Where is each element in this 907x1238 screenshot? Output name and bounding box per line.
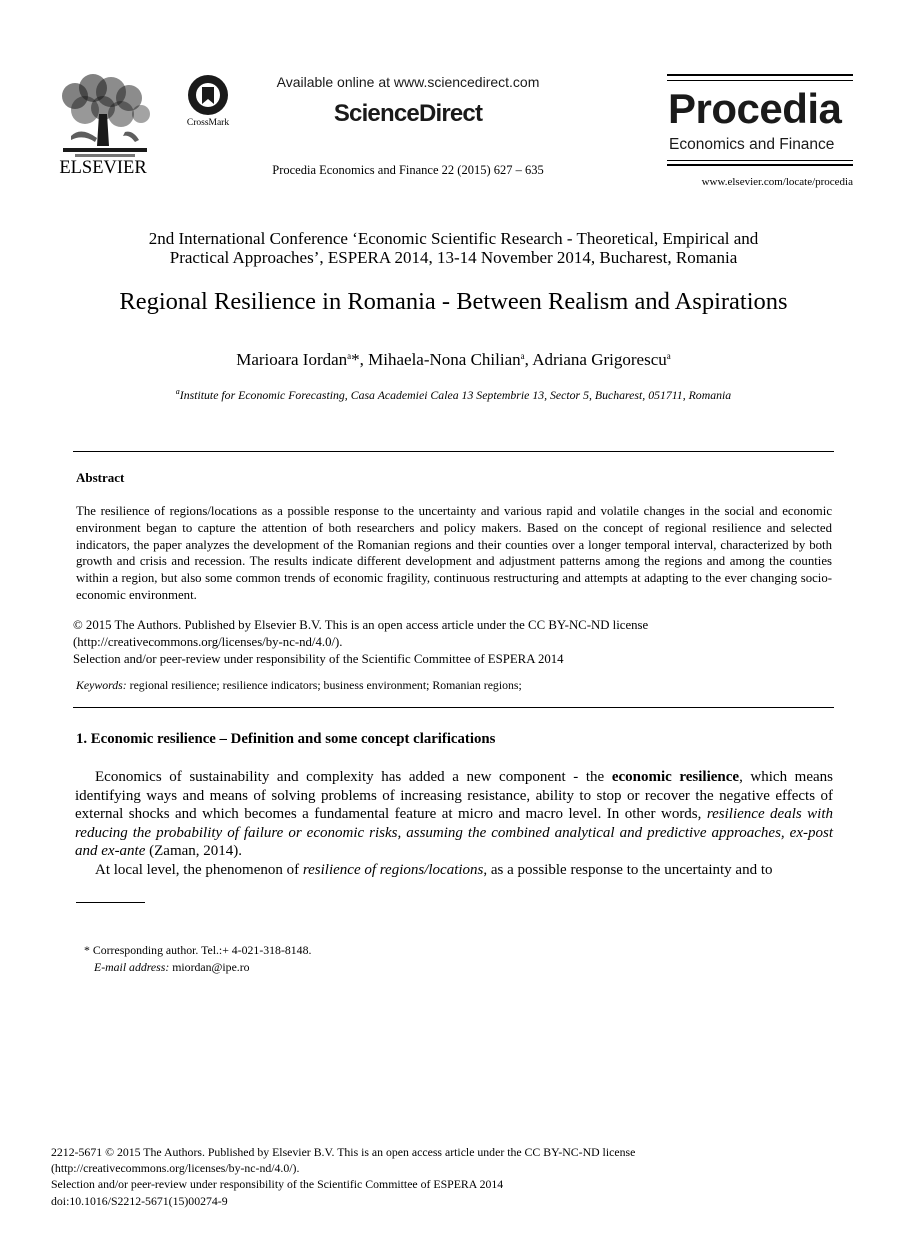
email-label: E-mail address: — [94, 960, 170, 974]
journal-url[interactable]: www.elsevier.com/locate/procedia — [701, 176, 853, 188]
crossmark-icon — [180, 74, 236, 118]
abstract-heading: Abstract — [76, 470, 125, 485]
conference-line-2: Practical Approaches’, ESPERA 2014, 13-14 November 2014, Bucharest, Romania — [169, 248, 738, 267]
footer-copyright: 2212-5671 © 2015 The Authors. Published by Elsevier B.V. This is an open access article under the CC BY-NC-ND license — [51, 1145, 636, 1159]
affiliation-marker: a — [175, 387, 180, 396]
author-affiliation-marker: a — [666, 351, 671, 361]
footer-peer-review: Selection and/or peer-review under responsibility of the Scientific Committee of ESPERA 2014 — [51, 1177, 504, 1192]
footer-doi[interactable]: doi:10.1016/S2212-5671(15)00274-9 — [51, 1193, 228, 1208]
email-line — [84, 959, 584, 976]
crossmark-badge[interactable] — [180, 74, 236, 132]
keywords — [76, 677, 836, 693]
affiliation — [40, 388, 867, 403]
paper-title: Regional Resilience in Romania - Between Realism and Aspirations — [119, 288, 788, 315]
section-paragraph — [75, 768, 833, 861]
paragraph-text: , as a possible response to the uncertainty and to — [483, 862, 773, 878]
author-separator: , — [524, 350, 533, 369]
available-online: Available online at www.sciencedirect.com — [276, 74, 540, 90]
peer-review-line: Selection and/or peer-review under responsibility of the Scientific Committee of ESPERA 2014 — [73, 651, 564, 666]
section-heading: 1. Economic resilience – Definition and some concept clarifications — [76, 731, 496, 747]
author-name: Adriana Grigorescu — [532, 350, 667, 369]
journal-citation: Procedia Economics and Finance 22 (2015) 627 – 635 — [272, 163, 544, 177]
author-separator: , — [359, 350, 369, 369]
paragraph-text: , which means identifying ways and means of solving problems of increasing resistance, ability to stop or recover the negative effects of external shocks and which becomes a fundamental feature at micro and macro level. In other words, — [75, 769, 834, 823]
affiliation-text: Institute for Economic Forecasting, Casa Academiei Calea 13 Septembrie 13, Sector 5, Bucharest, 051711, Romania — [179, 388, 732, 402]
elsevier-tree-icon — [55, 74, 155, 160]
conference-line-1: 2nd International Conference ‘Economic Scientific Research - Theoretical, Empirical and — [148, 229, 759, 248]
emphasis-italic: resilience of regions/locations — [302, 862, 484, 878]
author-affiliation-marker: a — [520, 351, 525, 361]
keywords-text: regional resilience; resilience indicators; business environment; Romanian regions; — [126, 678, 522, 692]
journal-logo-subtitle: Economics and Finance — [669, 136, 835, 153]
divider — [73, 451, 834, 452]
page-footer — [51, 1144, 851, 1209]
paragraph-text: Economics of sustainability and complexity has added a new component - the — [95, 769, 612, 785]
email-address[interactable]: miordan@ipe.ro — [169, 960, 250, 974]
license-link[interactable]: (http://creativecommons.org/licenses/by-nc-nd/4.0/). — [73, 634, 343, 649]
paragraph-text: At local level, the phenomenon of — [95, 862, 303, 878]
publisher-name: ELSEVIER — [59, 158, 147, 178]
crossmark-label: CrossMark — [186, 118, 230, 128]
footnote-rule — [76, 902, 145, 903]
footer-license-link[interactable]: (http://creativecommons.org/licenses/by-nc-nd/4.0/). — [51, 1161, 300, 1176]
abstract-text: The resilience of regions/locations as a possible response to the uncertainty and various rapid and volatile changes in the social and economic environment began to capture the attention of both researchers and policy makers. Based on the concept of regional resilience and selected indicators, the paper analyzes the development of the Romanian regions and their counties over a longer temporal interval, characterized by both growth and crisis and recession. The results indicate different development and adjustment patterns among the regions and among the counties within a region, but also some common trends of economic fragility, continuous restructuring and attempts at adapting to the ever changing socio-economic environment. — [76, 504, 832, 602]
footnote — [84, 942, 584, 976]
emphasis-bold: economic resilience — [611, 769, 740, 785]
elsevier-logo — [55, 74, 155, 178]
author-name: Marioara Iordan — [236, 350, 348, 369]
journal-logo-title: Procedia — [668, 85, 842, 132]
abstract-copyright — [73, 617, 833, 667]
author-list — [40, 349, 867, 371]
emphasis-italic: resilience deals with reducing the probability of failure or economic risks, assuming the combined analytical and predictive approaches, ex-post and ex-ante — [75, 806, 833, 860]
conference-info — [60, 229, 847, 267]
divider — [73, 707, 834, 708]
author-affiliation-marker: a — [347, 351, 352, 361]
author-name: Mihaela-Nona Chilian — [368, 350, 521, 369]
copyright-line: © 2015 The Authors. Published by Elsevier B.V. This is an open access article under the CC BY-NC-ND license — [73, 618, 649, 632]
section-paragraph — [75, 861, 835, 880]
corresponding-author-marker: * — [351, 350, 360, 369]
journal-logo — [667, 74, 853, 190]
corresponding-author-note: * Corresponding author. Tel.:+ 4-021-318-8148. — [84, 943, 312, 957]
paragraph-text: (Zaman, 2014). — [145, 843, 243, 860]
keywords-label: Keywords: — [76, 678, 127, 692]
platform-name: ScienceDirect — [333, 100, 483, 127]
